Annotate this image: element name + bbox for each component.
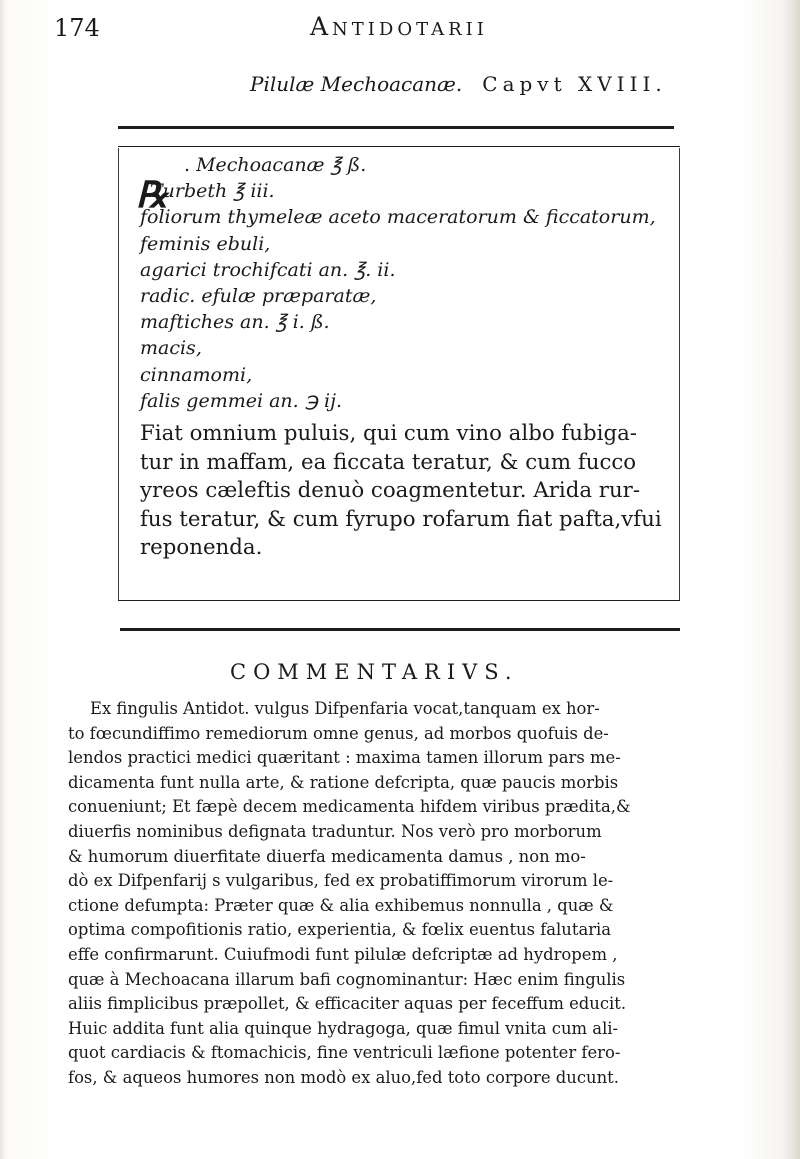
text-line: yreos cæleftis denuò coagmentetur. Arida rur- xyxy=(140,478,641,504)
text-line: Huic addita funt alia quinque hydragoga, quæ fimul vnita cum ali- xyxy=(68,1018,619,1038)
ingredient-line: foliorum thymeleæ aceto maceratorum & ficcatorum, xyxy=(140,206,656,229)
text-line: & humorum diuerfitate diuerfa medicamenta damus , non mo- xyxy=(68,846,586,866)
chapter-label: Capvt XVIII. xyxy=(482,72,667,96)
text-line: conueniunt; Et fæpè decem medicamenta hifdem viribus prædita,& xyxy=(68,797,631,817)
commentary-body xyxy=(68,697,728,1091)
recipe-symbol: ℞ xyxy=(136,174,169,216)
text-line: aliis fimplicibus præpollet, & efficaciter aquas per feceffum educit. xyxy=(68,994,627,1014)
text-line: ctione defumpta: Præter quæ & alia exhibemus nonnulla , quæ & xyxy=(68,895,614,915)
text-line: reponenda. xyxy=(140,535,263,561)
page-right-edge xyxy=(782,0,800,1159)
text-line: lendos practici medici quæritant : maxima tamen illorum pars me- xyxy=(68,748,621,768)
page-number: 174 xyxy=(54,14,100,42)
text-line: dicamenta funt nulla arte, & ratione defcripta, quæ paucis morbis xyxy=(68,772,619,792)
ingredient-line: agarici trochifcati an. ℥. ii. xyxy=(140,258,396,281)
rule-bottom-thin xyxy=(118,600,680,601)
recipe-instructions xyxy=(140,420,680,563)
ingredient-line: . Mechoacanæ ℥ ß. xyxy=(184,154,367,176)
chapter-title: Pilulæ Mechoacanæ. xyxy=(250,72,463,96)
ingredient-line: maftiches an. ℥ i. ß. xyxy=(140,311,330,334)
text-line: Ex fingulis Antidot. vulgus Difpenfaria vocat,tanquam ex hor- xyxy=(90,699,600,718)
text-line: effe confirmarunt. Cuiufmodi funt pilulæ defcriptæ ad hydropem , xyxy=(68,944,618,964)
text-line: quæ à Mechoacana illarum bafi cognominantur: Hæc enim fingulis xyxy=(68,969,626,989)
text-line: optima compofitionis ratio, experientia, & fœlix euentus falutaria xyxy=(68,920,612,940)
text-line: fos, & aqueos humores non modò ex aluo,fed toto corpore ducunt. xyxy=(68,1067,619,1087)
text-line: dò ex Difpenfarij s vulgaribus, fed ex probatiffimorum virorum le- xyxy=(68,871,614,891)
text-line: quot cardiacis & ftomachicis, fine ventriculi læfione potenter fero- xyxy=(68,1043,621,1063)
ingredient-line: radic. efulæ præparatæ, xyxy=(140,285,377,308)
ingredient-line: Turbeth ℥ iii. xyxy=(150,180,275,203)
text-line: diuerfis nominibus defignata traduntur. Nos verò pro morborum xyxy=(68,821,602,841)
text-line: to fœcundiffimo remediorum omne genus, ad morbos quofuis de- xyxy=(68,723,609,743)
ingredient-line: cinnamomi, xyxy=(140,363,253,386)
ingredient-line: macis, xyxy=(140,337,202,360)
rule-bottom-thick xyxy=(120,628,680,631)
running-head: Antidotarii xyxy=(310,12,488,41)
rule-top-thin xyxy=(118,146,680,147)
text-line: Fiat omnium puluis, qui cum vino albo fubiga- xyxy=(140,421,637,447)
text-line: tur in maffam, ea ficcata teratur, & cum fucco xyxy=(140,449,637,475)
commentary-heading: COMMENTARIVS. xyxy=(230,660,519,684)
text-line: fus teratur, & cum fyrupo rofarum fiat pafta,vfui xyxy=(140,506,662,532)
chapter-heading xyxy=(250,72,770,96)
rule-top-thick xyxy=(118,126,674,129)
ingredient-line: falis gemmei an. ℈ ij. xyxy=(140,389,343,412)
recipe-block xyxy=(136,152,680,563)
ingredient-line: feminis ebuli, xyxy=(140,232,271,255)
page-left-edge xyxy=(0,0,6,1159)
